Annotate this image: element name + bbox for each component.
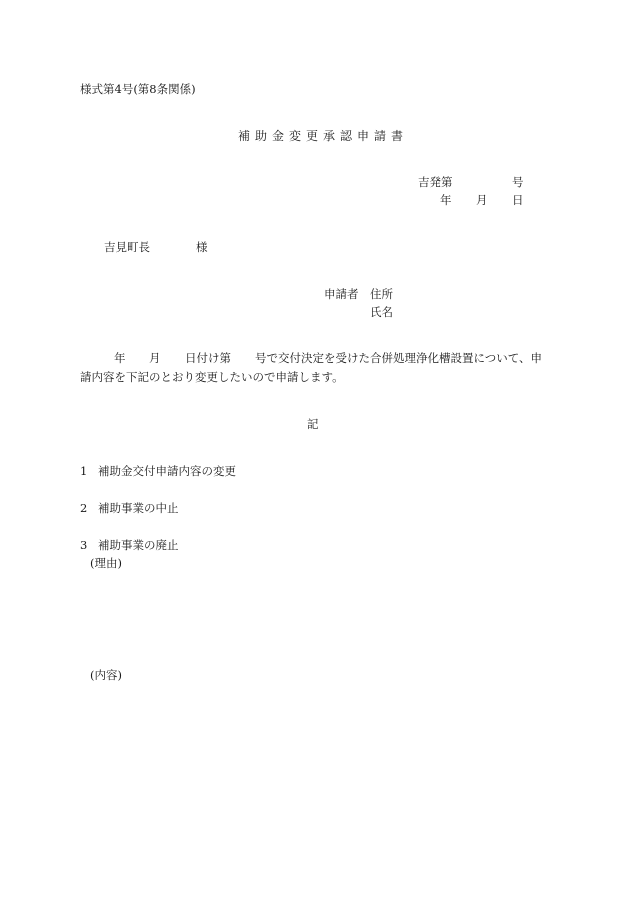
body-line2: 請内容を下記のとおり変更したいので申請します。	[80, 370, 344, 384]
issue-number-prefix: 吉発第	[418, 175, 453, 189]
document-title: 補助金変更承認申請書	[238, 129, 409, 143]
addressee-name: 吉見町長	[104, 240, 150, 254]
ki-heading: 記	[307, 417, 319, 431]
body-line1-rest: 号で交付決定を受けた合併処理浄化槽設置について、申	[255, 351, 543, 365]
issue-date-year: 年	[440, 193, 452, 207]
applicant-label: 申請者	[324, 287, 359, 301]
item-2-number: 2	[80, 501, 88, 515]
issue-date-month: 月	[476, 193, 488, 207]
body-year: 年	[114, 351, 126, 365]
applicant-address-label: 住所	[370, 287, 393, 301]
body-month: 月	[149, 351, 161, 365]
applicant-name-label: 氏名	[370, 305, 393, 319]
issue-date-day: 日	[512, 193, 524, 207]
reason-label: (理由)	[90, 556, 122, 570]
item-2-label: 補助事業の中止	[98, 501, 179, 515]
addressee-honorific: 様	[196, 240, 208, 254]
item-1-number: 1	[80, 464, 88, 478]
item-1-label: 補助金交付申請内容の変更	[98, 464, 236, 478]
issue-number-suffix: 号	[512, 175, 524, 189]
content-label: (内容)	[90, 668, 122, 682]
item-3-label: 補助事業の廃止	[98, 538, 179, 552]
body-day-no: 日付け第	[185, 351, 231, 365]
form-number: 様式第4号(第8条関係)	[80, 82, 196, 96]
item-3-number: 3	[80, 538, 88, 552]
